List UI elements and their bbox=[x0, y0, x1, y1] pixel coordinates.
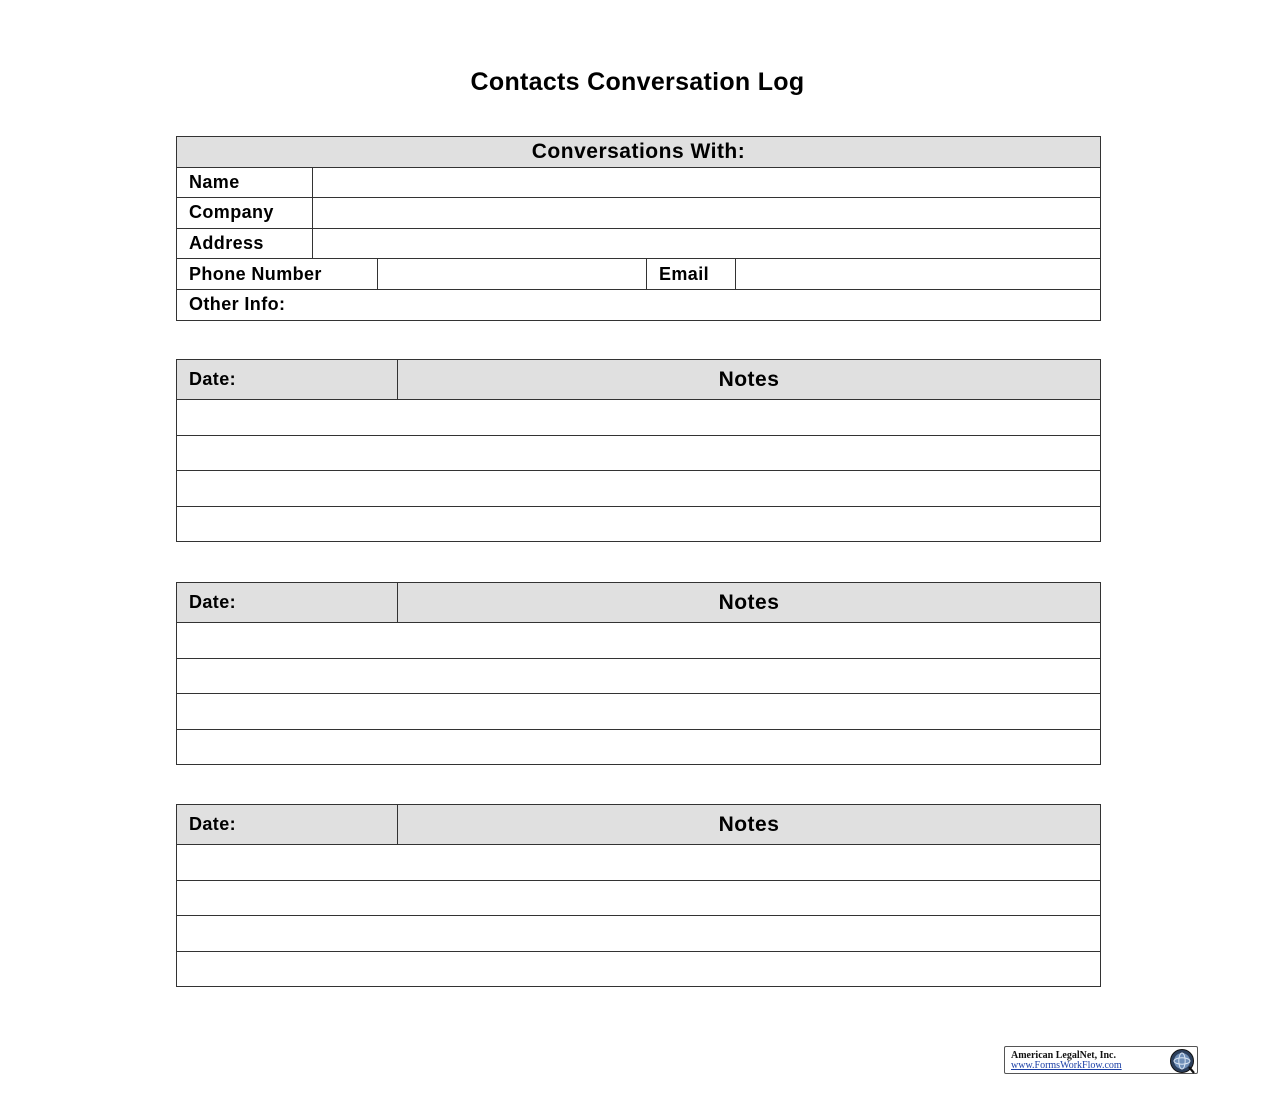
notes-line[interactable] bbox=[177, 694, 1101, 730]
notes-header: Notes bbox=[398, 583, 1101, 623]
company-field[interactable] bbox=[313, 198, 1101, 229]
notes-header: Notes bbox=[398, 360, 1101, 400]
conversation-log-table bbox=[176, 359, 1101, 542]
date-label: Date: bbox=[177, 583, 398, 623]
other-info-field[interactable] bbox=[177, 289, 1101, 320]
notes-line[interactable] bbox=[177, 435, 1101, 471]
notes-line[interactable] bbox=[177, 400, 1101, 436]
notes-line[interactable] bbox=[177, 845, 1101, 881]
notes-header: Notes bbox=[398, 805, 1101, 845]
date-label: Date: bbox=[177, 805, 398, 845]
contact-info-table bbox=[176, 136, 1101, 321]
page-title: Contacts Conversation Log bbox=[470, 68, 805, 96]
american-legalnet-logo bbox=[1004, 1046, 1198, 1074]
email-field[interactable] bbox=[736, 259, 1101, 290]
email-label: Email bbox=[647, 259, 736, 290]
notes-line[interactable] bbox=[177, 880, 1101, 916]
notes-line[interactable] bbox=[177, 729, 1101, 765]
phone-number-label: Phone Number bbox=[177, 259, 378, 290]
notes-line[interactable] bbox=[177, 916, 1101, 952]
date-label: Date: bbox=[177, 360, 398, 400]
name-field[interactable] bbox=[313, 167, 1101, 198]
notes-line[interactable] bbox=[177, 951, 1101, 987]
conversation-log-table bbox=[176, 582, 1101, 765]
logo-url-link[interactable]: www.FormsWorkFlow.com bbox=[1011, 1060, 1122, 1071]
notes-line[interactable] bbox=[177, 471, 1101, 507]
notes-line[interactable] bbox=[177, 623, 1101, 659]
globe-icon bbox=[1169, 1048, 1195, 1074]
conversations-with-header: Conversations With: bbox=[177, 137, 1101, 168]
address-label: Address bbox=[177, 228, 313, 259]
address-field[interactable] bbox=[313, 228, 1101, 259]
phone-number-field[interactable] bbox=[378, 259, 647, 290]
other-info-label: Other Info: bbox=[189, 294, 286, 315]
company-label: Company bbox=[177, 198, 313, 229]
name-label: Name bbox=[177, 167, 313, 198]
notes-line[interactable] bbox=[177, 658, 1101, 694]
notes-line[interactable] bbox=[177, 506, 1101, 542]
logo-company-name: American LegalNet, Inc. bbox=[1011, 1050, 1116, 1061]
conversation-log-table bbox=[176, 804, 1101, 987]
